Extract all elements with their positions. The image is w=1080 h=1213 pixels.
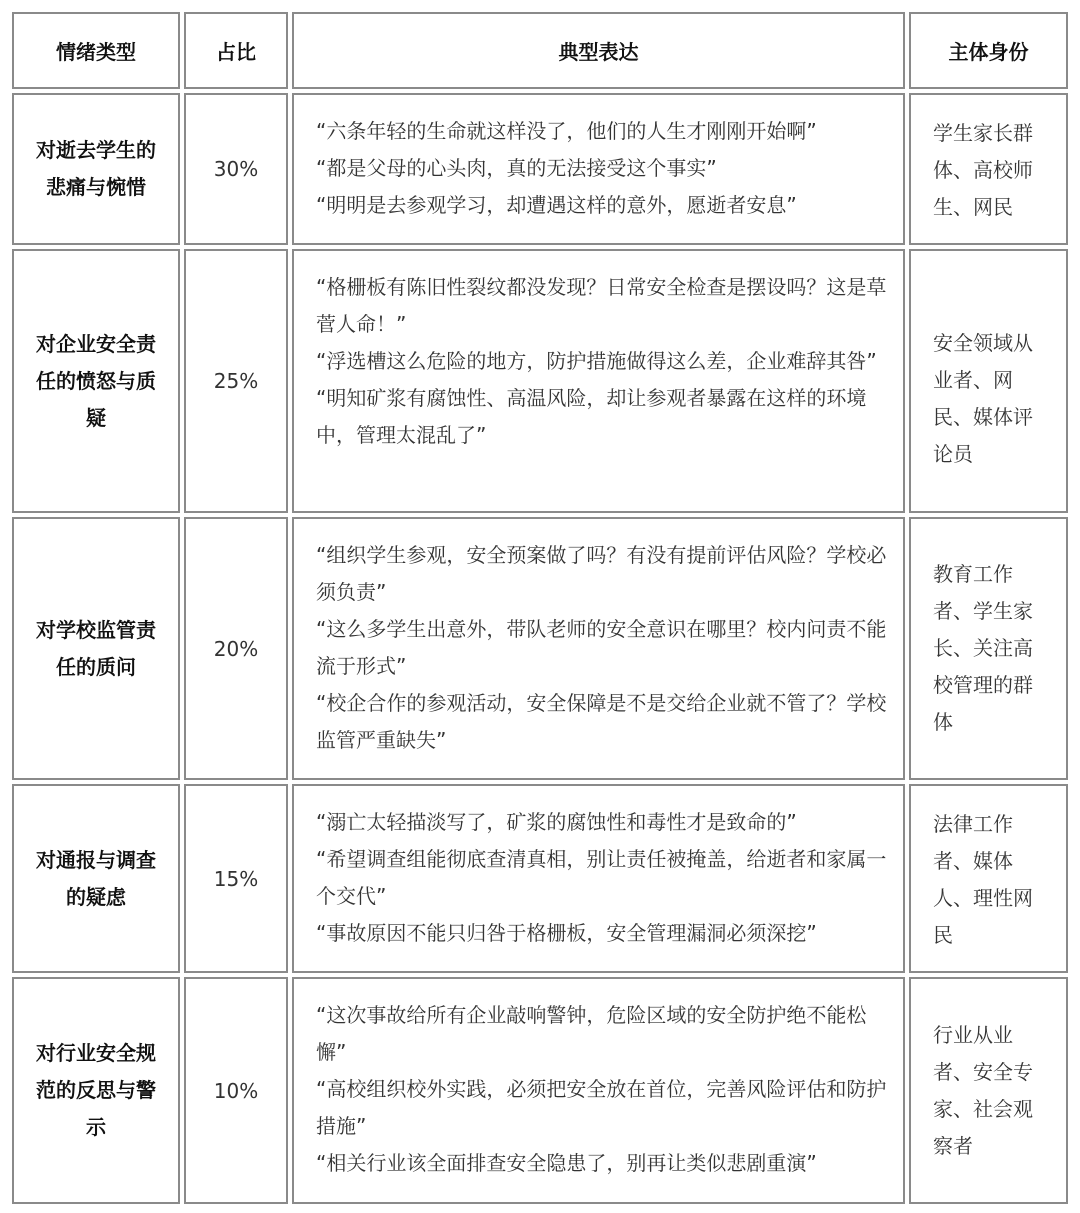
subject-cell: 行业从业者、安全专家、社会观察者 [909,977,1068,1204]
percentage-cell: 30% [184,93,288,245]
expression-cell [292,517,905,780]
subject-cell: 学生家长群体、高校师生、网民 [909,93,1068,245]
quote-text: “希望调查组能彻底查清真相，别让责任被掩盖，给逝者和家属一个交代” [316,847,887,908]
quote-text: “事故原因不能只归咎于格栅板，安全管理漏洞必须深挖” [316,921,817,945]
quote-text: “格栅板有陈旧性裂纹都没发现？日常安全检查是摆设吗？这是草菅人命！” [316,275,887,336]
quote-text: “组织学生参观，安全预案做了吗？有没有提前评估风险？学校必须负责” [316,543,887,604]
emotion-type-cell: 对通报与调查的疑虑 [12,784,180,973]
subject-cell: 教育工作者、学生家长、关注高校管理的群体 [909,517,1068,780]
quote-text: “相关行业该全面排查安全隐患了，别再让类似悲剧重演” [316,1151,817,1175]
emotion-type-cell: 对企业安全责任的愤怒与质疑 [12,249,180,513]
quote-text: “都是父母的心头肉，真的无法接受这个事实” [316,156,717,180]
percentage-cell: 20% [184,517,288,780]
percentage-cell: 15% [184,784,288,973]
quote-text: “明知矿浆有腐蚀性、高温风险，却让参观者暴露在这样的环境中，管理太混乱了” [316,386,867,447]
quote-text: “高校组织校外实践，必须把安全放在首位，完善风险评估和防护措施” [316,1077,887,1138]
percentage-cell: 25% [184,249,288,513]
expression-cell [292,249,905,513]
quote-text: “这么多学生出意外，带队老师的安全意识在哪里？校内问责不能流于形式” [316,617,887,678]
quote-text: “六条年轻的生命就这样没了，他们的人生才刚刚开始啊” [316,119,817,143]
header-percentage: 占比 [184,12,288,89]
quote-text: “校企合作的参观活动，安全保障是不是交给企业就不管了？学校监管严重缺失” [316,691,887,752]
emotion-type-cell: 对行业安全规范的反思与警示 [12,977,180,1204]
header-subject-identity: 主体身份 [909,12,1068,89]
header-typical-expression: 典型表达 [292,12,905,89]
expression-cell [292,93,905,245]
subject-cell: 法律工作者、媒体人、理性网民 [909,784,1068,973]
header-emotion-type: 情绪类型 [12,12,180,89]
quote-text: “溺亡太轻描淡写了，矿浆的腐蚀性和毒性才是致命的” [316,810,797,834]
percentage-cell: 10% [184,977,288,1204]
subject-cell: 安全领域从业者、网民、媒体评论员 [909,249,1068,513]
quote-text: “浮选槽这么危险的地方，防护措施做得这么差，企业难辞其咎” [316,349,877,373]
expression-cell [292,977,905,1204]
expression-cell [292,784,905,973]
quote-text: “明明是去参观学习，却遭遇这样的意外，愿逝者安息” [316,193,797,217]
emotion-type-cell: 对学校监管责任的质问 [12,517,180,780]
quote-text: “这次事故给所有企业敲响警钟，危险区域的安全防护绝不能松懈” [316,1003,867,1064]
emotion-type-cell: 对逝去学生的悲痛与惋惜 [12,93,180,245]
